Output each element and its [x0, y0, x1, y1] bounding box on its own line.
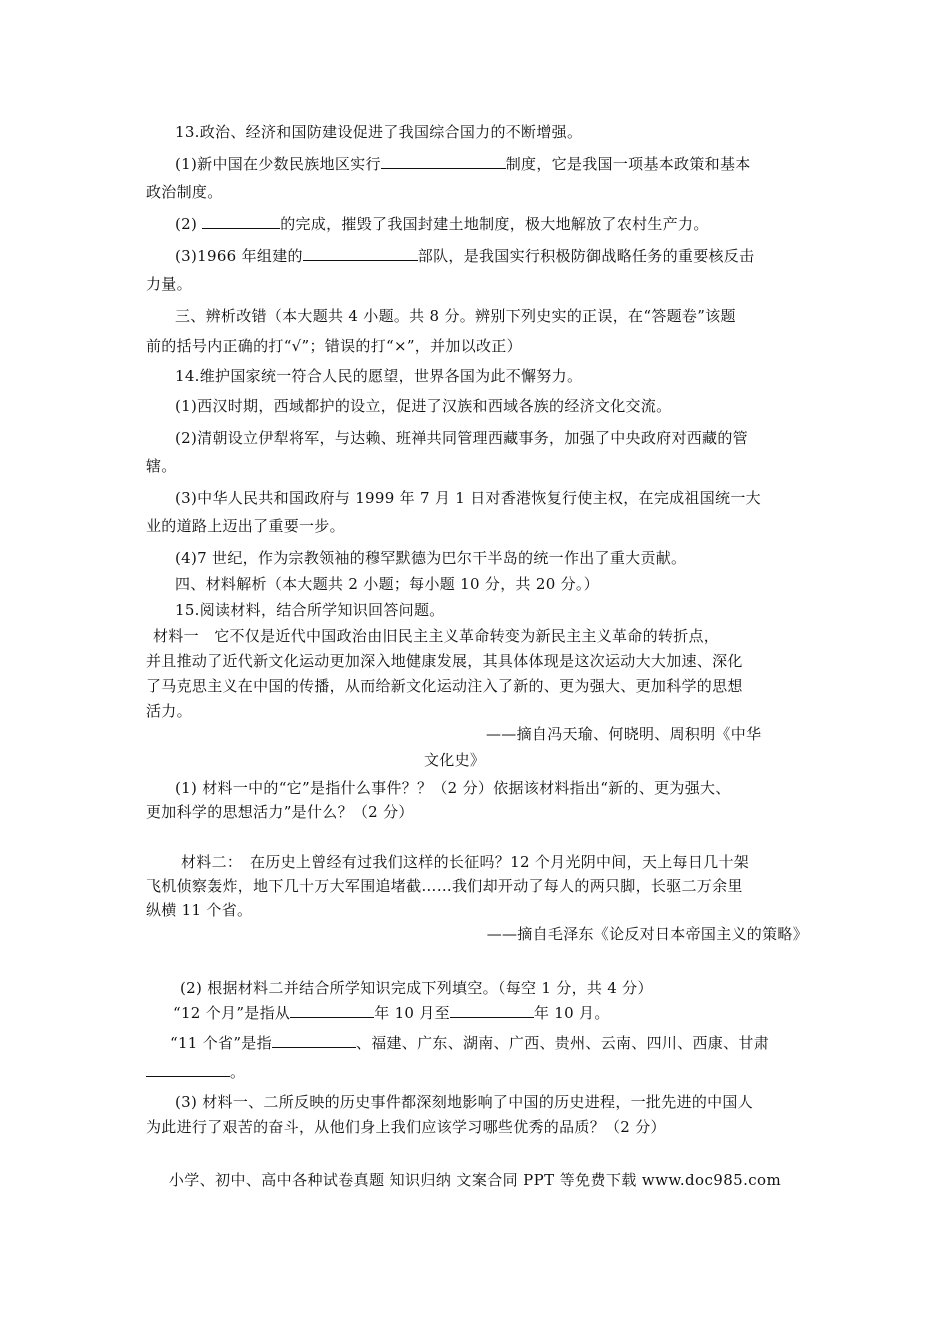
section3-heading: 三、辨析改错（本大题共 4 小题。共 8 分。辨别下列史实的正误，在“答题卷”该题	[175, 307, 736, 325]
q15-question2-fill2-cont	[146, 1062, 808, 1082]
q13-part3-cont: 力量。	[146, 275, 192, 293]
fill1-text-c: 年 10 月。	[533, 1004, 610, 1022]
fill2-text-end: 。	[230, 1063, 246, 1081]
q15-question2-fill1	[173, 1003, 808, 1023]
q14-part4: (4)7 世纪，作为宗教领袖的穆罕默德为巴尔干半岛的统一作出了重大贡献。	[175, 549, 687, 567]
material1-source: ——摘自冯天瑜、何晓明、周积明《中华	[486, 725, 762, 743]
q15-stem: 15.阅读材料，结合所学知识回答问题。	[175, 601, 445, 619]
fill2-text-a: “11 个省”是指	[170, 1034, 272, 1052]
fill1-text-b: 年 10 月至	[374, 1004, 450, 1022]
answer-blank[interactable]	[381, 154, 506, 169]
q13-part1-text-b: 制度，它是我国一项基本政策和基本	[505, 155, 751, 173]
material2-line: 材料二： 在历史上曾经有过我们这样的长征吗？12 个月光阴中间，天上每日几十架	[181, 853, 750, 871]
q13-part2-text-b: 的完成，摧毁了我国封建土地制度，极大地解放了农村生产力。	[280, 215, 709, 233]
q15-question2: (2) 根据材料二并结合所学知识完成下列填空。（每空 1 分，共 4 分）	[180, 979, 653, 997]
material2-line: 飞机侦察轰炸，地下几十万大军围追堵截……我们却开动了每人的两只脚，长驱二万余里	[146, 877, 743, 895]
q14-part1: (1)西汉时期，西域都护的设立，促进了汉族和西域各族的经济文化交流。	[175, 397, 672, 415]
q13-part3-text-a: (3)1966 年组建的	[175, 247, 303, 265]
q13-part2-text-a: (2)	[175, 215, 198, 233]
answer-blank[interactable]	[146, 1062, 230, 1077]
q14-part3: (3)中华人民共和国政府与 1999 年 7 月 1 日对香港恢复行使主权，在完成祖国统一大	[175, 489, 761, 507]
q13-part3	[175, 246, 808, 266]
answer-blank[interactable]	[303, 246, 418, 261]
material1-line: 了马克思主义在中国的传播，从而给新文化运动注入了新的、更为强大、更加科学的思想	[146, 677, 743, 695]
material2-source: ——摘自毛泽东《论反对日本帝国主义的策略》	[486, 925, 808, 943]
q13-part2	[175, 214, 808, 234]
q15-question3-cont: 为此进行了艰苦的奋斗，从他们身上我们应该学习哪些优秀的品质？（2 分）	[146, 1118, 666, 1136]
answer-blank[interactable]	[290, 1003, 374, 1018]
q14-stem: 14.维护国家统一符合人民的愿望，世界各国为此不懈努力。	[175, 367, 583, 385]
material1-line: 材料一 它不仅是近代中国政治由旧民主主义革命转变为新民主主义革命的转折点，	[153, 627, 720, 645]
answer-blank[interactable]	[202, 214, 280, 229]
answer-blank[interactable]	[272, 1033, 356, 1048]
material1-source-cont: 文化史》	[424, 751, 486, 769]
q14-part3-cont: 业的道路上迈出了重要一步。	[146, 517, 345, 535]
q15-question3: (3) 材料一、二所反映的历史事件都深刻地影响了中国的历史进程，一批先进的中国人	[175, 1093, 754, 1111]
q15-question1-cont: 更加科学的思想活力”是什么？（2 分）	[146, 803, 414, 821]
q15-question2-fill2	[170, 1033, 808, 1053]
q13-part3-text-b: 部队，是我国实行积极防御战略任务的重要核反击	[417, 247, 755, 265]
q13-part1	[175, 154, 808, 174]
material1-line: 并且推动了近代新文化运动更加深入地健康发展，其具体体现是这次运动大大加速、深化	[146, 652, 743, 670]
fill2-text-b: 、福建、广东、湖南、广西、贵州、云南、四川、西康、甘肃	[355, 1034, 770, 1052]
q15-question1: (1) 材料一中的“它”是指什么事件？？（2 分）依据该材料指出“新的、更为强大、	[175, 779, 731, 797]
q13-part1-text-a: (1)新中国在少数民族地区实行	[175, 155, 381, 173]
q13-stem: 13.政治、经济和国防建设促进了我国综合国力的不断增强。	[175, 123, 583, 141]
section4-heading: 四、材料解析（本大题共 2 小题；每小题 10 分，共 20 分。）	[175, 575, 600, 593]
fill1-text-a: “12 个月”是指从	[173, 1004, 291, 1022]
q13-part1-cont: 政治制度。	[146, 183, 223, 201]
material2-line: 纵横 11 个省。	[146, 901, 253, 919]
material1-line: 活力。	[146, 702, 192, 720]
section3-heading-cont: 前的括号内正确的打“√”；错误的打“×”，并加以改正）	[146, 337, 522, 355]
q14-part2-cont: 辖。	[146, 457, 177, 475]
answer-blank[interactable]	[450, 1003, 534, 1018]
footer-banner: 小学、初中、高中各种试卷真题 知识归纳 文案合同 PPT 等免费下载 www.doc985.com	[168, 1171, 782, 1189]
q14-part2: (2)清朝设立伊犁将军，与达赖、班禅共同管理西藏事务，加强了中央政府对西藏的管	[175, 429, 748, 447]
